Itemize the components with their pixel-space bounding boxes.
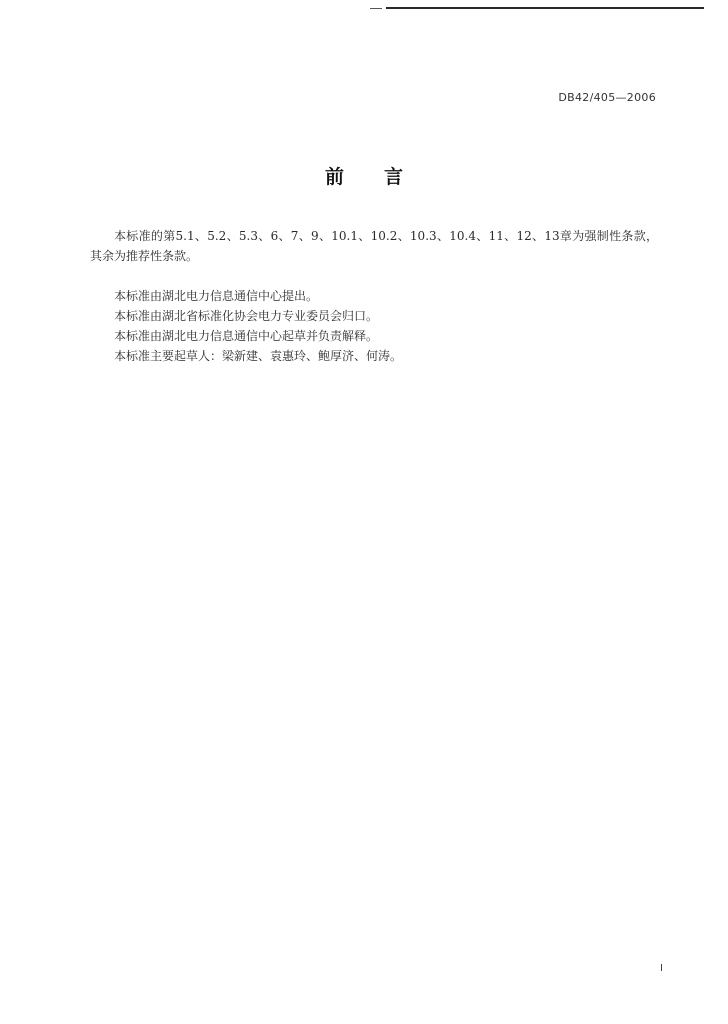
paragraph-mandatory-clauses: 本标准的第5.1、5.2、5.3、6、7、9、10.1、10.2、10.3、10.4、11、12、13章为强制性条款，其余为推荐性条款。 — [90, 229, 658, 263]
title-char-2: 言 — [384, 166, 404, 188]
paragraph-authors: 本标准主要起草人：梁新建、袁惠玲、鲍厚济、何涛。 — [114, 349, 403, 363]
header-rule — [386, 7, 704, 9]
paragraph-drafter: 本标准由湖北电力信息通信中心起草并负责解释。 — [114, 329, 379, 343]
paragraph-proposer: 本标准由湖北电力信息通信中心提出。 — [114, 289, 319, 303]
title-char-1: 前 — [324, 166, 344, 188]
page-number — [661, 964, 662, 971]
page-title — [0, 162, 728, 189]
scan-artifact-line — [370, 8, 382, 9]
document-code: DB42/405—2006 — [558, 91, 656, 104]
paragraph-responsible-committee: 本标准由湖北省标准化协会电力专业委员会归口。 — [114, 309, 379, 323]
foreword-body — [90, 226, 658, 366]
